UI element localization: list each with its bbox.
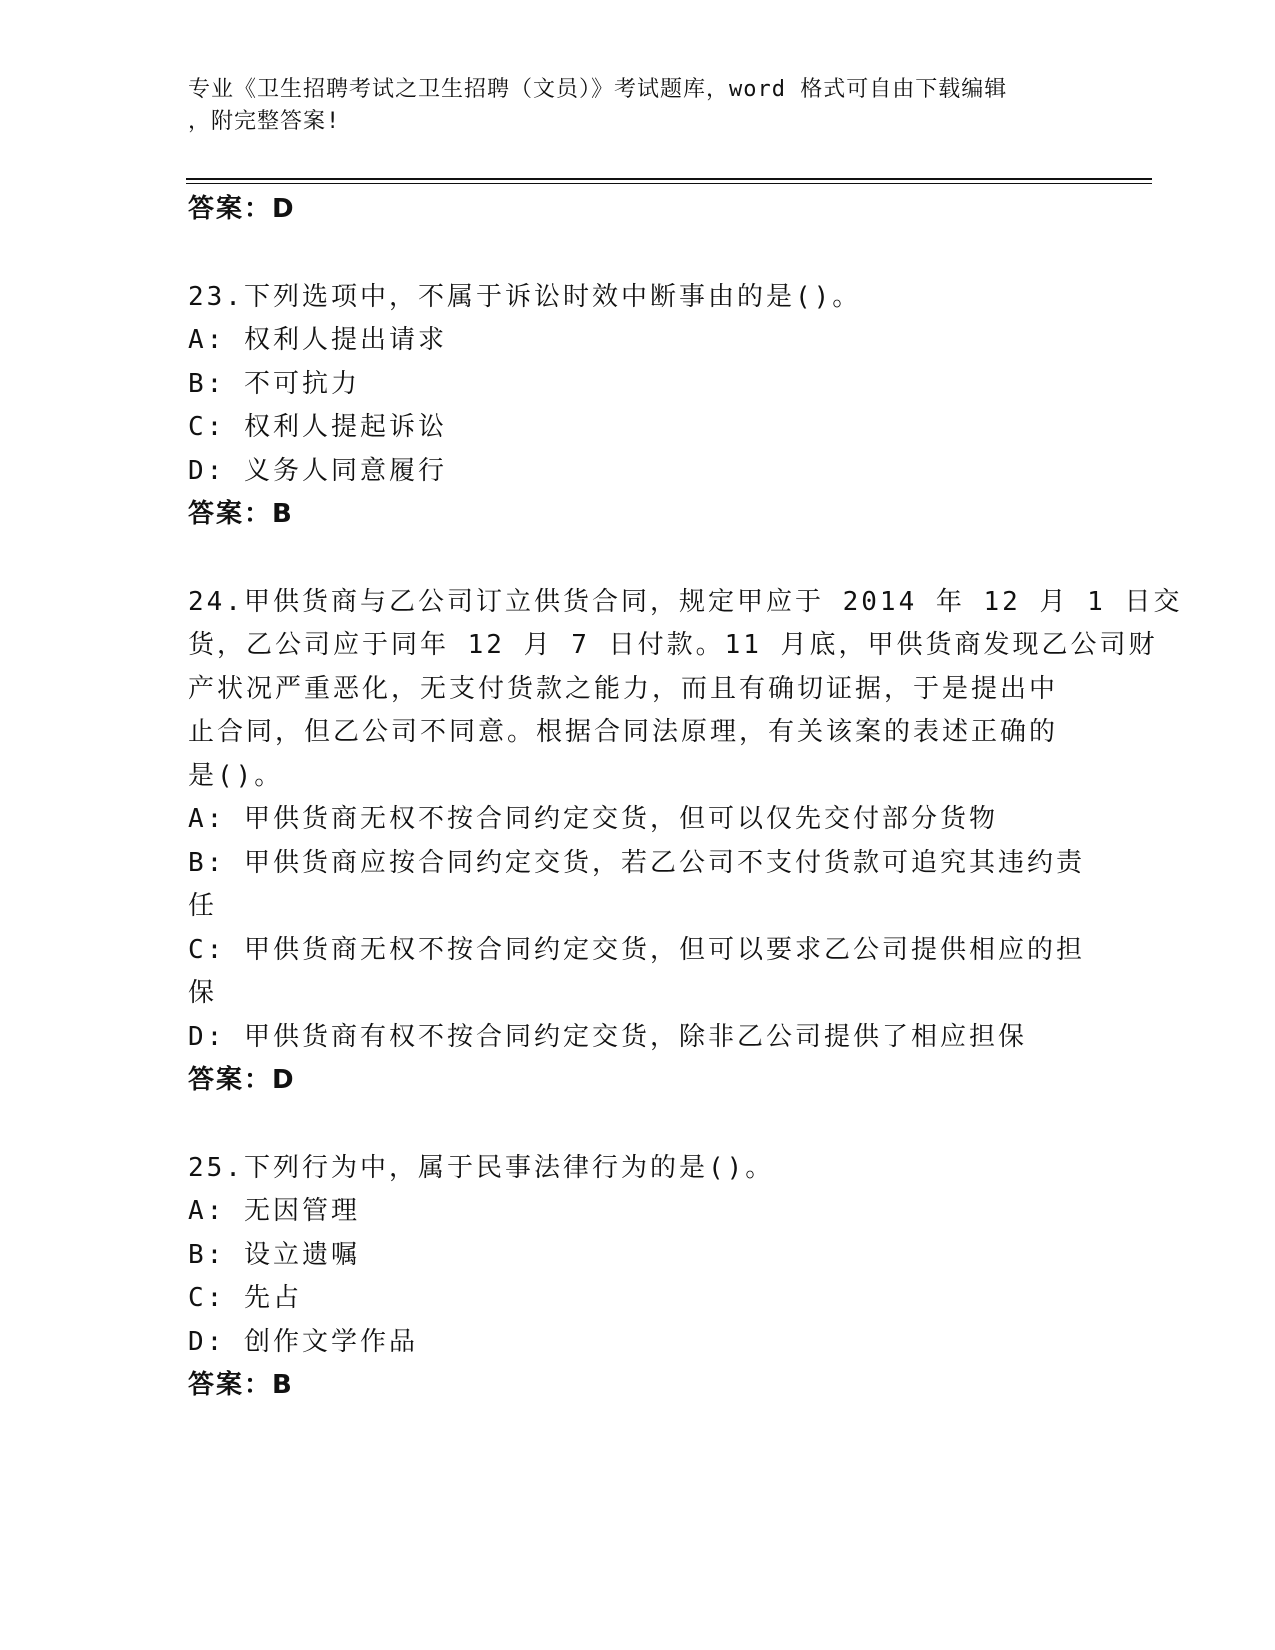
question-24-answer: 答案：D <box>188 1065 296 1095</box>
header-line-2: ，附完整答案! <box>188 109 341 134</box>
page-header <box>188 74 1068 138</box>
question-23-option-d: D: 义务人同意履行 <box>188 456 447 486</box>
question-25-option-c: C: 先占 <box>188 1283 302 1313</box>
header-rule-thick <box>186 178 1152 180</box>
question-24-option-c-line-2: 保 <box>188 978 218 1008</box>
question-24-option-b-line-1: B: 甲供货商应按合同约定交货，若乙公司不支付货款可追究其违约责 <box>188 848 1085 878</box>
question-25-stem: 25.下列行为中，属于民事法律行为的是()。 <box>188 1153 775 1183</box>
question-24-option-a: A: 甲供货商无权不按合同约定交货，但可以仅先交付部分货物 <box>188 804 998 834</box>
question-23-option-b: B: 不可抗力 <box>188 369 360 399</box>
question-23-stem: 23.下列选项中，不属于诉讼时效中断事由的是()。 <box>188 282 862 312</box>
question-24-stem-line-2: 货，乙公司应于同年 12 月 7 日付款。11 月底，甲供货商发现乙公司财 <box>188 630 1158 660</box>
question-25-option-a: A: 无因管理 <box>188 1196 360 1226</box>
question-24-stem-line-1: 24.甲供货商与乙公司订立供货合同，规定甲应于 2014 年 12 月 1 日交 <box>188 587 1183 617</box>
previous-answer: 答案：D <box>188 194 296 224</box>
question-23-option-a: A: 权利人提出请求 <box>188 325 447 355</box>
question-24-stem-line-5: 是()。 <box>188 761 284 791</box>
header-line-1: 专业《卫生招聘考试之卫生招聘（文员）》考试题库，word 格式可自由下载编辑 <box>188 77 1008 102</box>
question-24-option-d: D: 甲供货商有权不按合同约定交货，除非乙公司提供了相应担保 <box>188 1022 1027 1052</box>
question-25-answer: 答案：B <box>188 1370 294 1400</box>
question-23-option-c: C: 权利人提起诉讼 <box>188 412 447 442</box>
question-24-stem-line-3: 产状况严重恶化，无支付货款之能力，而且有确切证据，于是提出中 <box>188 674 1059 704</box>
question-24-option-c-line-1: C: 甲供货商无权不按合同约定交货，但可以要求乙公司提供相应的担 <box>188 935 1085 965</box>
question-25-option-d: D: 创作文学作品 <box>188 1327 418 1357</box>
question-24-stem-line-4: 止合同，但乙公司不同意。根据合同法原理，有关该案的表述正确的 <box>188 717 1059 747</box>
question-23-answer: 答案：B <box>188 499 294 529</box>
header-rule-thin <box>186 183 1152 184</box>
question-25-option-b: B: 设立遗嘱 <box>188 1240 360 1270</box>
question-24-option-b-line-2: 任 <box>188 891 218 921</box>
